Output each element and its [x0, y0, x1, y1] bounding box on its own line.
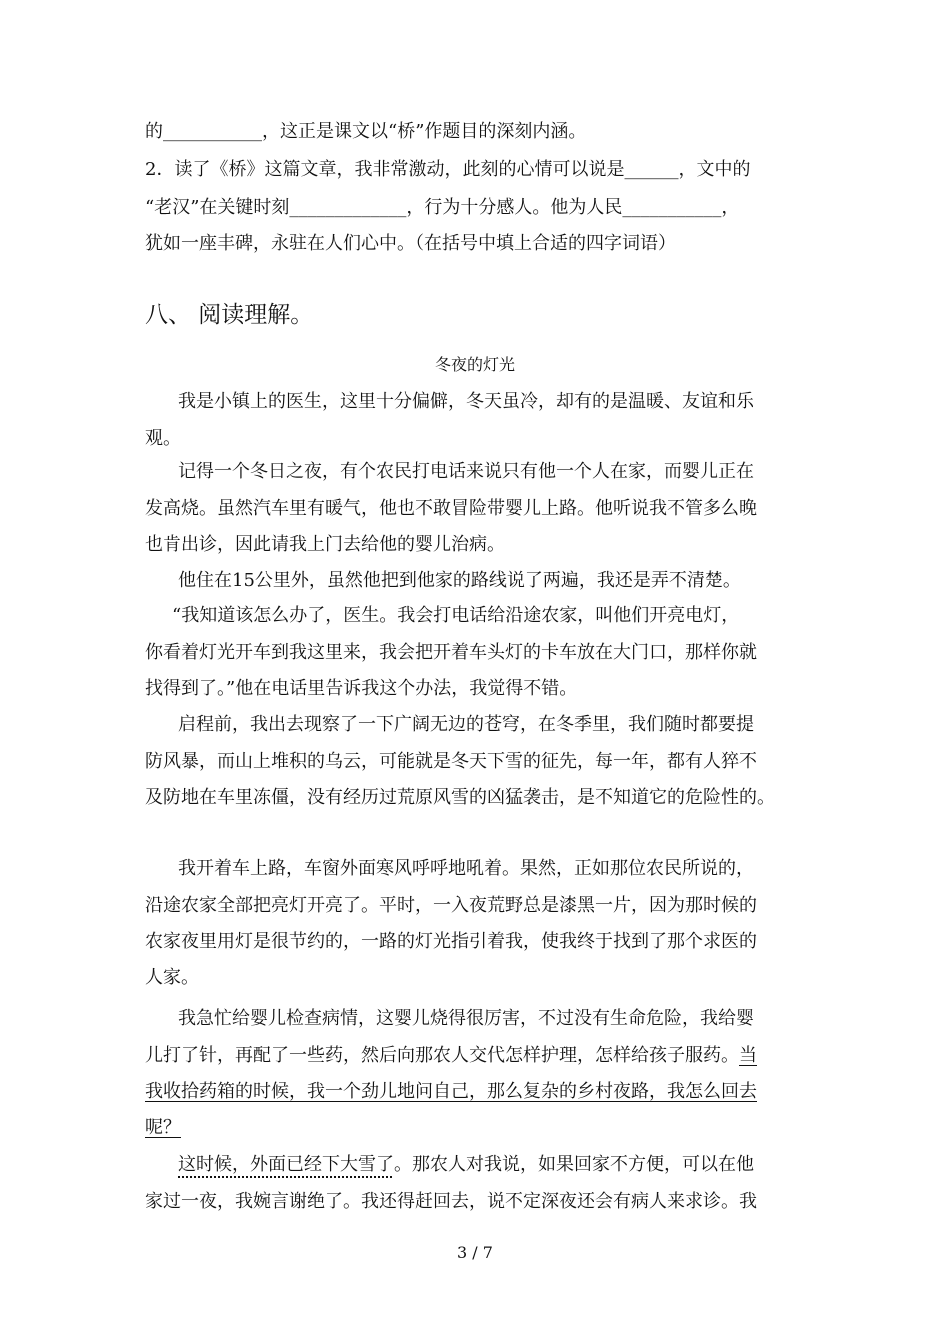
- paragraph-line: 观。: [145, 428, 181, 449]
- paragraph-line: 沿途农家全部把亮灯开亮了。平时，一入夜荒野总是漆黑一片，因为那时候的: [145, 895, 757, 916]
- paragraph-line: 发高烧。虽然汽车里有暖气，他也不敢冒险带婴儿上路。他听说我不管多么晚: [145, 498, 757, 519]
- q1-tail-line: 的___________，这正是课文以“桥”作题目的深刻内涵。: [145, 121, 587, 142]
- paragraph-text: 。那农人对我说，如果回家不方便，可以在他: [394, 1154, 754, 1175]
- paragraph-line: [178, 1153, 754, 1177]
- paragraph-line: 我开着车上路，车窗外面寒风呼呼地吼着。果然，正如那位农民所说的，: [178, 858, 754, 879]
- underlined-sentence: 呢？: [145, 1117, 181, 1138]
- section-heading: 八、 阅读理解。: [145, 302, 314, 328]
- underlined-sentence: 当: [739, 1045, 757, 1066]
- paragraph-line: [145, 1044, 757, 1068]
- page-number: 3 / 7: [457, 1243, 493, 1262]
- paragraph-line: 我是小镇上的医生，这里十分偏僻，冬天虽冷，却有的是温暖、友谊和乐: [178, 391, 754, 412]
- paragraph-line: 防风暴，而山上堆积的乌云，可能就是冬天下雪的征先，每一年，都有人猝不: [145, 751, 757, 772]
- q2-line: 犹如一座丰碑，永驻在人们心中。（在括号中填上合适的四字词语）: [145, 233, 676, 254]
- underlined-sentence: 我收拾药箱的时候，我一个劲儿地问自己，那么复杂的乡村夜路，我怎么回去: [145, 1081, 757, 1102]
- paragraph-line: 我急忙给婴儿检查病情，这婴儿烧得很厉害，不过没有生命危险，我给婴: [178, 1008, 754, 1029]
- paragraph-line: 启程前，我出去现察了一下广阔无边的苍穹，在冬季里，我们随时都要提: [178, 714, 754, 735]
- paragraph-line: 及防地在车里冻僵，没有经历过荒原风雪的凶猛袭击，是不知道它的危险性的。: [145, 787, 775, 808]
- paragraph-line: 也肯出诊，因此请我上门去给他的婴儿治病。: [145, 534, 505, 555]
- paragraph-line: 他住在15公里外，虽然他把到他家的路线说了两遍，我还是弄不清楚。: [178, 570, 741, 591]
- q2-line: “老汉”在关键时刻_____________，行为十分感人。他为人民___________，: [145, 197, 740, 218]
- q2-line: 2．读了《桥》这篇文章，我非常激动，此刻的心情可以说是______，文中的: [145, 159, 751, 180]
- paragraph-text: 儿打了针，再配了一些药，然后向那农人交代怎样护理，怎样给孩子服药。: [145, 1045, 739, 1066]
- paragraph-line: 家过一夜，我婉言谢绝了。我还得赶回去，说不定深夜还会有病人来求诊。我: [145, 1191, 757, 1212]
- paragraph-line: 你看着灯光开车到我这里来，我会把开着车头灯的卡车放在大门口，那样你就: [145, 642, 757, 663]
- paragraph-line: “我知道该怎么办了，医生。我会打电话给沿途农家，叫他们开亮电灯，: [172, 605, 740, 626]
- paragraph-line: 人家。: [145, 967, 199, 988]
- paragraph-line: 找得到了。”他在电话里告诉我这个办法，我觉得不错。: [145, 678, 578, 699]
- dotted-emphasis: 这时候，外面已经下大雪了: [178, 1154, 394, 1175]
- paragraph-line: 记得一个冬日之夜，有个农民打电话来说只有他一个人在家，而婴儿正在: [178, 461, 754, 482]
- story-title: 冬夜的灯光: [434, 355, 515, 374]
- paragraph-line: 农家夜里用灯是很节约的，一路的灯光指引着我，使我终于找到了那个求医的: [145, 931, 757, 952]
